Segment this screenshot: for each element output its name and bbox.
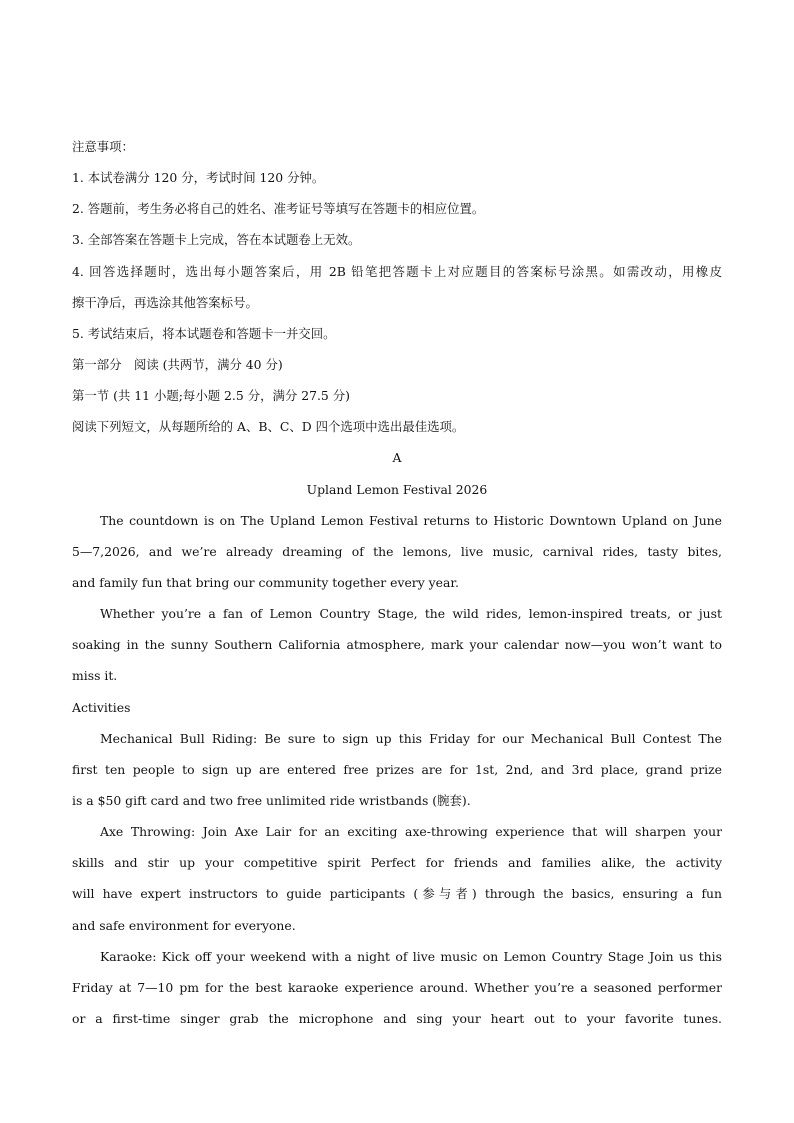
passage-line: soaking in the sunny Southern California atmosphere, mark your calendar now—you won’t want to — [72, 637, 722, 653]
notice-item: 4. 回答选择题时，选出每小题答案后，用 2B 铅笔把答题卡上对应题目的答案标号涂黑。如需改动，用橡皮 — [72, 263, 722, 279]
passage-line: or a first-time singer grab the microphone and sing your heart out to your favorite tunes. — [72, 1010, 722, 1026]
passage-letter: A — [392, 450, 402, 466]
passage-line: and safe environment for everyone. — [72, 917, 296, 933]
passage-title: Upland Lemon Festival 2026 — [306, 481, 488, 497]
passage-line: Whether you’re a fan of Lemon Country Stage, the wild rides, lemon-inspired treats, or just — [100, 606, 722, 622]
passage-line: skills and stir up your competitive spirit Perfect for friends and families alike, the activity — [72, 855, 722, 871]
notice-item: 3. 全部答案在答题卡上完成，答在本试题卷上无效。 — [72, 232, 361, 248]
passage-line: Mechanical Bull Riding: Be sure to sign up this Friday for our Mechanical Bull Contest The — [100, 730, 722, 746]
passage-line: is a $50 gift card and two free unlimited ride wristbands (腕套). — [72, 792, 471, 808]
passage-line: and family fun that bring our community together every year. — [72, 574, 459, 590]
notice-heading: 注意事项： — [72, 139, 134, 154]
passage-line: will have expert instructors to guide participants (参与者) through the basics, ensuring a fun — [72, 886, 722, 902]
passage-line: miss it. — [72, 668, 118, 684]
passage-line: Karaoke: Kick off your weekend with a night of live music on Lemon Country Stage Join us this — [100, 948, 722, 964]
notice-item: 擦干净后，再选涂其他答案标号。 — [72, 294, 258, 310]
reading-instruction: 阅读下列短文，从每题所给的 A、B、C、D 四个选项中选出最佳选项。 — [72, 419, 465, 435]
exam-page — [72, 131, 722, 1034]
notice-item: 1. 本试卷满分 120 分，考试时间 120 分钟。 — [72, 170, 325, 186]
passage-line: Friday at 7—10 pm for the best karaoke experience around. Whether you’re a seasoned performer — [72, 979, 722, 995]
passage-line: Axe Throwing: Join Axe Lair for an exciting axe-throwing experience that will sharpen your — [100, 824, 722, 840]
subsection-heading: 第一节 (共 11 小题;每小题 2.5 分，满分 27.5 分) — [72, 388, 350, 404]
passage-line: first ten people to sign up are entered free prizes are for 1st, 2nd, and 3rd place, grand prize — [72, 761, 722, 777]
passage-line: 5—7,2026, and we’re already dreaming of the lemons, live music, carnival rides, tasty bites, — [72, 543, 722, 559]
part-heading: 第一部分 阅读 (共两节，满分 40 分) — [72, 356, 283, 372]
notice-item: 5. 考试结束后，将本试题卷和答题卡一并交回。 — [72, 325, 336, 341]
passage-line: The countdown is on The Upland Lemon Festival returns to Historic Downtown Upland on June — [100, 512, 722, 528]
activities-heading: Activities — [72, 699, 131, 715]
notice-item: 2. 答题前，考生务必将自己的姓名、准考证号等填写在答题卡的相应位置。 — [72, 201, 485, 217]
